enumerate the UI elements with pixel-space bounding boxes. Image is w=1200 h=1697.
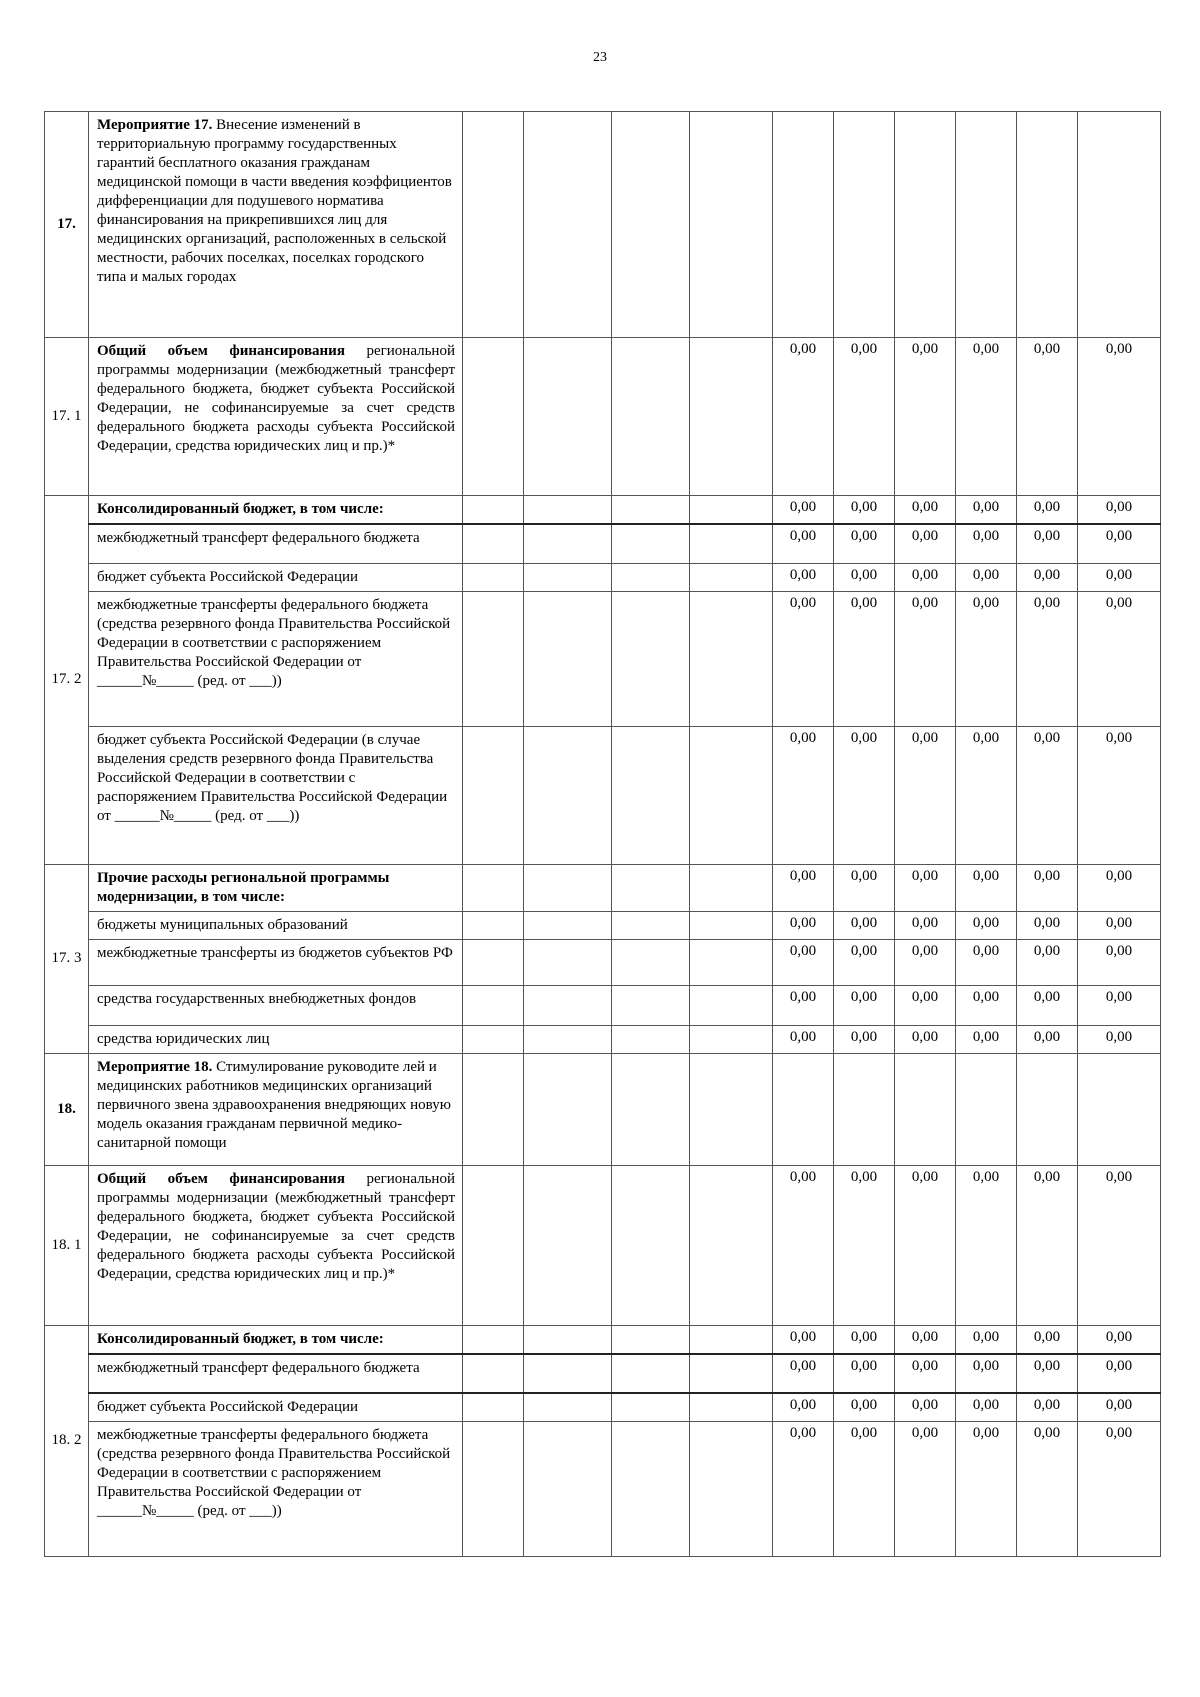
value-cell	[895, 1053, 956, 1165]
value-cell: 0,00	[834, 864, 895, 911]
value-cell: 0,00	[1078, 1165, 1161, 1325]
value-cell: 0,00	[1017, 1325, 1078, 1354]
value-cell: 0,00	[834, 1165, 895, 1325]
value-cell	[895, 112, 956, 338]
value-cell: 0,00	[895, 1025, 956, 1053]
value-cell: 0,00	[773, 338, 834, 496]
value-cell: 0,00	[773, 911, 834, 939]
row-18-2-item	[45, 1325, 1161, 1354]
value-cell: 0,00	[1017, 524, 1078, 563]
budget-source-label	[89, 1025, 463, 1053]
value-cell: 0,00	[1017, 496, 1078, 525]
empty-cell	[690, 1025, 773, 1053]
value-cell: 0,00	[773, 1393, 834, 1422]
empty-cell	[524, 338, 612, 496]
value-cell: 0,00	[773, 1165, 834, 1325]
measure-title-bold: Мероприятие 18.	[97, 1058, 213, 1075]
value-cell: 0,00	[1078, 1354, 1161, 1393]
value-cell: 0,00	[773, 496, 834, 525]
value-cell: 0,00	[773, 1025, 834, 1053]
value-cell	[1078, 112, 1161, 338]
empty-cell	[524, 1421, 612, 1556]
row-17-3-item	[45, 911, 1161, 939]
value-cell: 0,00	[956, 939, 1017, 985]
value-cell: 0,00	[895, 1165, 956, 1325]
empty-cell	[524, 911, 612, 939]
row-18-2-item	[45, 1354, 1161, 1393]
total-financing-bold: Общий объем финансирования	[97, 1170, 345, 1187]
empty-cell	[463, 1354, 524, 1393]
empty-cell	[690, 864, 773, 911]
value-cell: 0,00	[1078, 911, 1161, 939]
value-cell: 0,00	[834, 1393, 895, 1422]
budget-source-label	[89, 726, 463, 864]
empty-cell	[612, 1354, 690, 1393]
row-18-1	[45, 1165, 1161, 1325]
row-17-1	[45, 338, 1161, 496]
value-cell: 0,00	[956, 1325, 1017, 1354]
empty-cell	[463, 496, 524, 525]
value-cell: 0,00	[1017, 939, 1078, 985]
empty-cell	[690, 1053, 773, 1165]
value-cell: 0,00	[834, 563, 895, 591]
value-cell: 0,00	[895, 864, 956, 911]
empty-cell	[690, 591, 773, 726]
budget-source-label	[89, 1393, 463, 1422]
row-number: 18. 1	[45, 1165, 89, 1325]
empty-cell	[612, 112, 690, 338]
empty-cell	[524, 1025, 612, 1053]
budget-source-text: средства юридических лиц	[97, 1030, 270, 1047]
row-17-3-item	[45, 985, 1161, 1025]
value-cell: 0,00	[1078, 1025, 1161, 1053]
row-number: 18.	[45, 1053, 89, 1165]
measure-title	[89, 112, 463, 338]
empty-cell	[612, 1325, 690, 1354]
empty-cell	[612, 338, 690, 496]
budget-source-label	[89, 563, 463, 591]
empty-cell	[690, 1393, 773, 1422]
empty-cell	[690, 496, 773, 525]
empty-cell	[524, 1393, 612, 1422]
empty-cell	[612, 563, 690, 591]
value-cell: 0,00	[1078, 726, 1161, 864]
value-cell: 0,00	[834, 1354, 895, 1393]
value-cell: 0,00	[834, 1421, 895, 1556]
value-cell: 0,00	[956, 1393, 1017, 1422]
row-number: 18. 2	[45, 1325, 89, 1556]
value-cell: 0,00	[1078, 939, 1161, 985]
row-measure-18	[45, 1053, 1161, 1165]
empty-cell	[524, 1165, 612, 1325]
row-18-2-item	[45, 1421, 1161, 1556]
empty-cell	[690, 1421, 773, 1556]
empty-cell	[690, 1165, 773, 1325]
empty-cell	[690, 563, 773, 591]
value-cell: 0,00	[1017, 1354, 1078, 1393]
total-financing-bold: Общий объем финансирования	[97, 343, 345, 359]
empty-cell	[690, 939, 773, 985]
value-cell: 0,00	[895, 939, 956, 985]
row-17-3-item	[45, 864, 1161, 911]
value-cell: 0,00	[956, 1354, 1017, 1393]
empty-cell	[463, 985, 524, 1025]
empty-cell	[612, 726, 690, 864]
value-cell: 0,00	[773, 591, 834, 726]
value-cell: 0,00	[895, 563, 956, 591]
empty-cell	[524, 496, 612, 525]
value-cell: 0,00	[1017, 1165, 1078, 1325]
value-cell: 0,00	[1017, 864, 1078, 911]
empty-cell	[690, 524, 773, 563]
row-17-2-item	[45, 591, 1161, 726]
empty-cell	[463, 112, 524, 338]
total-financing-text-last: Федерации, средства юридических лиц и пр.)*	[97, 1265, 396, 1282]
empty-cell	[463, 1053, 524, 1165]
budget-source-text: Прочие расходы региональной программы модернизации, в том числе:	[97, 869, 390, 905]
budget-source-label	[89, 496, 463, 525]
empty-cell	[612, 1025, 690, 1053]
value-cell: 0,00	[834, 1325, 895, 1354]
value-cell: 0,00	[956, 1165, 1017, 1325]
empty-cell	[463, 1393, 524, 1422]
empty-cell	[690, 911, 773, 939]
value-cell: 0,00	[834, 911, 895, 939]
budget-source-text: межбюджетные трансферты из бюджетов субъектов РФ	[97, 944, 453, 961]
budget-source-text: бюджет субъекта Российской Федерации	[97, 1398, 359, 1415]
value-cell: 0,00	[895, 1421, 956, 1556]
budget-source-label	[89, 591, 463, 726]
value-cell: 0,00	[956, 985, 1017, 1025]
value-cell: 0,00	[895, 985, 956, 1025]
row-18-2-item	[45, 1393, 1161, 1422]
empty-cell	[463, 338, 524, 496]
value-cell: 0,00	[895, 496, 956, 525]
empty-cell	[612, 1421, 690, 1556]
value-cell: 0,00	[956, 496, 1017, 525]
value-cell: 0,00	[834, 591, 895, 726]
value-cell	[834, 1053, 895, 1165]
total-financing-text-body: региональной программы модернизации (межбюджетный трансферт федерального бюджета, бюджет субъекта Российской Федерации, не софинансируемые за счет средств федерального бюджета расходы субъекта Российской	[97, 1170, 455, 1263]
value-cell: 0,00	[1078, 985, 1161, 1025]
value-cell: 0,00	[834, 985, 895, 1025]
empty-cell	[463, 524, 524, 563]
value-cell: 0,00	[895, 911, 956, 939]
value-cell: 0,00	[773, 1354, 834, 1393]
value-cell: 0,00	[834, 496, 895, 525]
value-cell: 0,00	[956, 563, 1017, 591]
empty-cell	[463, 939, 524, 985]
budget-source-text: межбюджетные трансферты федерального бюджета (средства резервного фонда Правительства Российской Федерации в соответствии с распоряжением Правительства Российской Федерации от ______№_____ (ред. от ___))	[97, 596, 451, 689]
empty-cell	[463, 864, 524, 911]
value-cell: 0,00	[773, 939, 834, 985]
row-number: 17. 2	[45, 496, 89, 865]
value-cell: 0,00	[1017, 1025, 1078, 1053]
value-cell	[1017, 1053, 1078, 1165]
measure-title-text: Стимулирование руководите лей и медицинских работников медицинских организаций первичного звена здравоохранения внедряющих новую модель оказания гражданам первичной медико-санитарной помощи	[97, 1058, 451, 1151]
value-cell: 0,00	[773, 1325, 834, 1354]
page-number: 23	[593, 50, 607, 65]
empty-cell	[612, 524, 690, 563]
budget-source-text: Консолидированный бюджет, в том числе:	[97, 501, 384, 517]
value-cell: 0,00	[1078, 1393, 1161, 1422]
row-17-2-item	[45, 496, 1161, 525]
value-cell: 0,00	[1017, 726, 1078, 864]
value-cell: 0,00	[834, 726, 895, 864]
empty-cell	[524, 985, 612, 1025]
measure-title-text: Внесение изменений в территориальную программу государственных гарантий бесплатного оказания гражданам медицинской помощи в части введения коэффициентов дифференциации для подушевого норматива финансирования на прикрепившихся лиц для медицинских организаций, расположенных в сельской местности, рабочих поселках, поселках городского типа и малых городах	[97, 117, 452, 285]
row-17-3-item	[45, 1025, 1161, 1053]
budget-source-label	[89, 1325, 463, 1354]
value-cell: 0,00	[1078, 1325, 1161, 1354]
total-financing-text-body: региональной программы модернизации (межбюджетный трансферт федерального бюджета, бюджет субъекта Российской Федерации, не софинансируемые за счет средств федерального бюджета расходы субъекта Российской	[97, 343, 455, 435]
empty-cell	[524, 112, 612, 338]
value-cell: 0,00	[1078, 1421, 1161, 1556]
value-cell	[956, 112, 1017, 338]
row-17-2-item	[45, 524, 1161, 563]
value-cell: 0,00	[834, 939, 895, 985]
value-cell: 0,00	[1017, 911, 1078, 939]
empty-cell	[612, 1165, 690, 1325]
value-cell: 0,00	[1078, 591, 1161, 726]
row-number: 17.	[45, 112, 89, 338]
budget-source-label	[89, 1354, 463, 1393]
value-cell: 0,00	[1017, 591, 1078, 726]
value-cell: 0,00	[1078, 338, 1161, 496]
value-cell: 0,00	[1017, 1421, 1078, 1556]
empty-cell	[524, 1325, 612, 1354]
empty-cell	[612, 939, 690, 985]
empty-cell	[463, 1025, 524, 1053]
value-cell	[773, 1053, 834, 1165]
value-cell: 0,00	[1078, 563, 1161, 591]
budget-source-label	[89, 985, 463, 1025]
row-number: 17. 3	[45, 864, 89, 1053]
value-cell: 0,00	[895, 591, 956, 726]
value-cell: 0,00	[895, 726, 956, 864]
empty-cell	[612, 985, 690, 1025]
empty-cell	[690, 1325, 773, 1354]
value-cell	[773, 112, 834, 338]
value-cell: 0,00	[895, 1354, 956, 1393]
budget-source-text: межбюджетные трансферты федерального бюджета (средства резервного фонда Правительства Российской Федерации в соответствии с распоряжением Правительства Российской Федерации от ______№_____ (ред. от ___))	[97, 1426, 451, 1519]
value-cell: 0,00	[773, 864, 834, 911]
value-cell: 0,00	[956, 524, 1017, 563]
budget-source-text: межбюджетный трансферт федерального бюджета	[97, 1359, 420, 1376]
measure-title	[89, 1053, 463, 1165]
value-cell	[1017, 112, 1078, 338]
value-cell: 0,00	[956, 1421, 1017, 1556]
total-financing-text-last: Федерации, средства юридических лиц и пр.)*	[97, 438, 396, 454]
empty-cell	[524, 939, 612, 985]
total-financing-text	[89, 338, 463, 496]
empty-cell	[463, 1421, 524, 1556]
value-cell: 0,00	[773, 563, 834, 591]
budget-source-label	[89, 911, 463, 939]
empty-cell	[463, 591, 524, 726]
budget-source-text: бюджеты муниципальных образований	[97, 916, 348, 933]
value-cell: 0,00	[1017, 563, 1078, 591]
value-cell: 0,00	[956, 911, 1017, 939]
value-cell: 0,00	[1017, 1393, 1078, 1422]
budget-source-text: Консолидированный бюджет, в том числе:	[97, 1330, 384, 1347]
row-17-3-item	[45, 939, 1161, 985]
value-cell: 0,00	[895, 524, 956, 563]
value-cell: 0,00	[1017, 338, 1078, 496]
row-17-2-item	[45, 726, 1161, 864]
empty-cell	[463, 726, 524, 864]
empty-cell	[690, 338, 773, 496]
empty-cell	[690, 985, 773, 1025]
value-cell: 0,00	[895, 338, 956, 496]
value-cell	[834, 112, 895, 338]
row-17-2-item	[45, 563, 1161, 591]
value-cell: 0,00	[1078, 864, 1161, 911]
total-financing-text	[89, 1165, 463, 1325]
value-cell: 0,00	[834, 338, 895, 496]
empty-cell	[690, 1354, 773, 1393]
value-cell	[956, 1053, 1017, 1165]
empty-cell	[524, 726, 612, 864]
value-cell: 0,00	[895, 1325, 956, 1354]
value-cell: 0,00	[773, 524, 834, 563]
value-cell: 0,00	[773, 726, 834, 864]
value-cell: 0,00	[956, 864, 1017, 911]
value-cell: 0,00	[895, 1393, 956, 1422]
empty-cell	[612, 1053, 690, 1165]
budget-source-text: бюджет субъекта Российской Федерации (в случае выделения средств резервного фонда Правительства Российской Федерации в соответствии с распоряжением Правительства Российской Федерации от ______№_____ (ред. от ___))	[97, 731, 448, 824]
value-cell: 0,00	[956, 1025, 1017, 1053]
row-measure-17	[45, 112, 1161, 338]
budget-source-label	[89, 864, 463, 911]
empty-cell	[524, 524, 612, 563]
budget-source-label	[89, 939, 463, 985]
empty-cell	[612, 1393, 690, 1422]
value-cell: 0,00	[956, 591, 1017, 726]
measure-title-bold: Мероприятие 17.	[97, 117, 213, 133]
value-cell: 0,00	[773, 985, 834, 1025]
row-number: 17. 1	[45, 338, 89, 496]
empty-cell	[612, 864, 690, 911]
value-cell: 0,00	[1078, 524, 1161, 563]
empty-cell	[524, 1354, 612, 1393]
value-cell: 0,00	[1078, 496, 1161, 525]
empty-cell	[690, 726, 773, 864]
value-cell: 0,00	[956, 338, 1017, 496]
budget-source-label	[89, 1421, 463, 1556]
value-cell: 0,00	[834, 1025, 895, 1053]
empty-cell	[524, 563, 612, 591]
budget-source-label	[89, 524, 463, 563]
value-cell	[1078, 1053, 1161, 1165]
empty-cell	[463, 563, 524, 591]
empty-cell	[612, 496, 690, 525]
empty-cell	[524, 864, 612, 911]
budget-source-text: бюджет субъекта Российской Федерации	[97, 568, 359, 585]
empty-cell	[524, 1053, 612, 1165]
value-cell: 0,00	[834, 524, 895, 563]
value-cell: 0,00	[956, 726, 1017, 864]
empty-cell	[463, 1165, 524, 1325]
budget-table	[44, 111, 1161, 1557]
value-cell: 0,00	[1017, 985, 1078, 1025]
empty-cell	[463, 1325, 524, 1354]
budget-source-text: средства государственных внебюджетных фондов	[97, 990, 417, 1007]
empty-cell	[690, 112, 773, 338]
empty-cell	[463, 911, 524, 939]
empty-cell	[612, 911, 690, 939]
empty-cell	[524, 591, 612, 726]
empty-cell	[612, 591, 690, 726]
value-cell: 0,00	[773, 1421, 834, 1556]
budget-source-text: межбюджетный трансферт федерального бюджета	[97, 530, 420, 546]
